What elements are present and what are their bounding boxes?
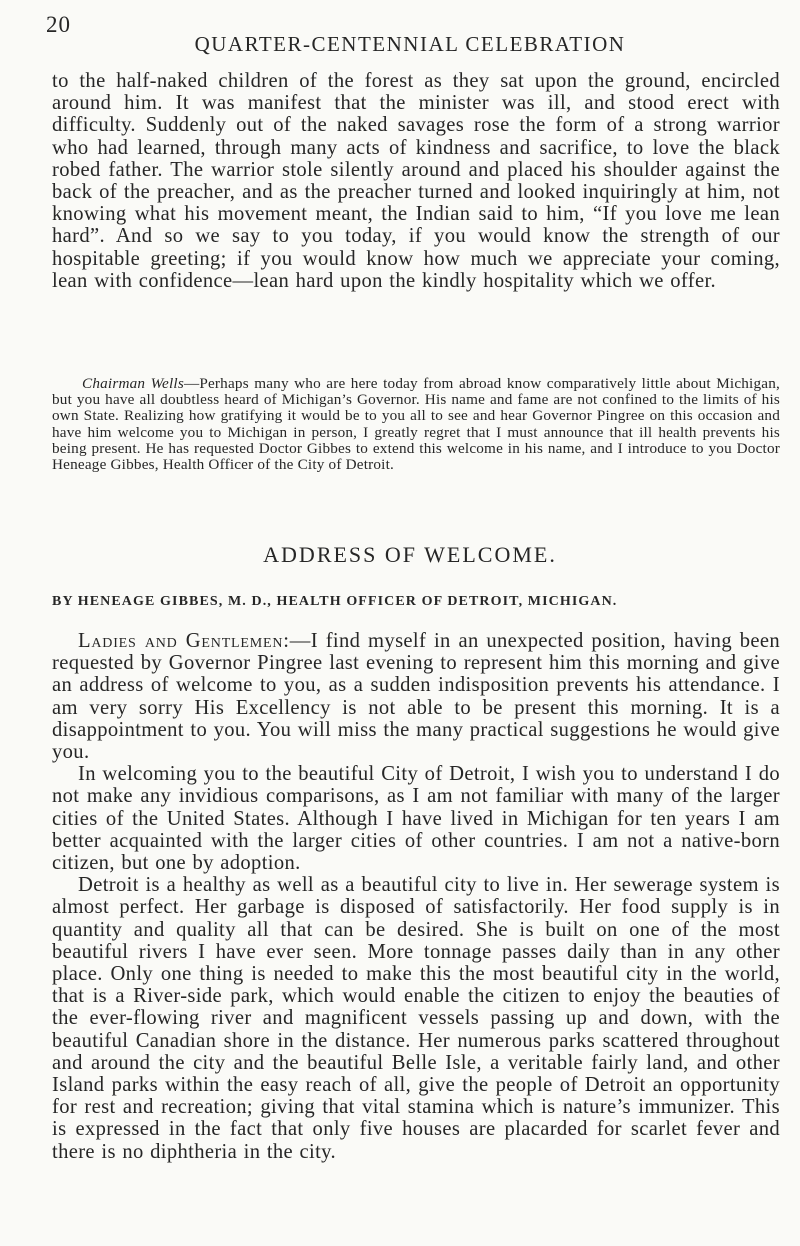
address-paragraph-3: Detroit is a healthy as well as a beautiful city to live in. Her sewerage system is almost perfect. Her garbage is disposed of satisfactorily. Her food supply is in quantity and quality all that can be desired. She is built on one of the most beautiful rivers I have ever seen. More tonnage passes daily than in any other place. Only one thing is needed to make this the most beautiful city in the world, that is a River-side park, which would enable the citizen to enjoy the beauties of the ever-flowing river and magnificent vessels passing up and down, with the beautiful Canadian shore in the distance. Her numerous parks scattered throughout and around the city and the beautiful Belle Isle, a veritable fairly land, and other Island parks within the easy reach of all, give the people of Detroit an opportunity for rest and recreation; giving that vital stamina which is nature’s immunizer. This is expressed in the fact that only five houses are placarded for scarlet fever and there is no diphtheria in the city. bbox=[52, 874, 780, 1163]
chairman-note-text: —Perhaps many who are here today from abroad know comparatively little about Michigan, but you have all doubtless heard of Michigan’s Governor. His name and fame are not confined to the limits of his own State. Realizing how gratifying it would be to you all to see and hear Governor Pingree on this occasion and have him welcome you to Michigan in person, I greatly regret that I must announce that ill health prevents his being present. He has requested Doctor Gibbes to extend this welcome in his name, and I introduce to you Doctor Heneage Gibbes, Health Officer of the City of Detroit. bbox=[52, 375, 780, 474]
byline: BY HENEAGE GIBBES, M. D., HEALTH OFFICER OF DETROIT, MICHIGAN. bbox=[52, 594, 618, 609]
address-body bbox=[52, 630, 780, 1163]
salutation: Ladies and Gentlemen: bbox=[78, 630, 290, 652]
page-number: 20 bbox=[46, 12, 71, 37]
section-title: ADDRESS OF WELCOME. bbox=[263, 542, 557, 567]
opening-paragraph-block bbox=[52, 70, 780, 292]
chairman-note bbox=[52, 376, 780, 473]
address-paragraph-1-text: —I find myself in an unexpected position, having been requested by Governor Pingree last evening to represent him this morning and give an address of welcome to you, as a sudden indisposition prevents his attendance. I am very sorry His Excellency is not able to be present this morning. It is a disappointment to you. You will miss the many practical suggestions he would give you. bbox=[52, 630, 781, 764]
paragraph: to the half-naked children of the forest as they sat upon the ground, encircled around him. It was manifest that the minister was ill, and stood erect with difficulty. Suddenly out of the naked savages rose the form of a strong warrior who had learned, through many acts of kindness and sacrifice, to love the black robed father. The warrior stole silently around and placed his shoulder against the back of the preacher, and as the preacher turned and looked inquiringly at him, not knowing what his movement meant, the Indian said to him, “If you love me lean hard”. And so we say to you today, if you would know the strength of our hospitable greeting; if you would know how much we appreciate your coming, lean with confidence—lean hard upon the kindly hospitality which we offer. bbox=[52, 70, 780, 292]
chairman-name: Chairman Wells bbox=[82, 375, 184, 392]
running-head: QUARTER-CENTENNIAL CELEBRATION bbox=[194, 32, 626, 56]
address-paragraph-1 bbox=[52, 630, 780, 763]
address-paragraph-2: In welcoming you to the beautiful City of Detroit, I wish you to understand I do not make any invidious comparisons, as I am not familiar with many of the larger cities of the United States. Although I have lived in Michigan for ten years I am better acquainted with the larger cities of other countries. I am not a native-born citizen, but one by adoption. bbox=[52, 763, 780, 875]
